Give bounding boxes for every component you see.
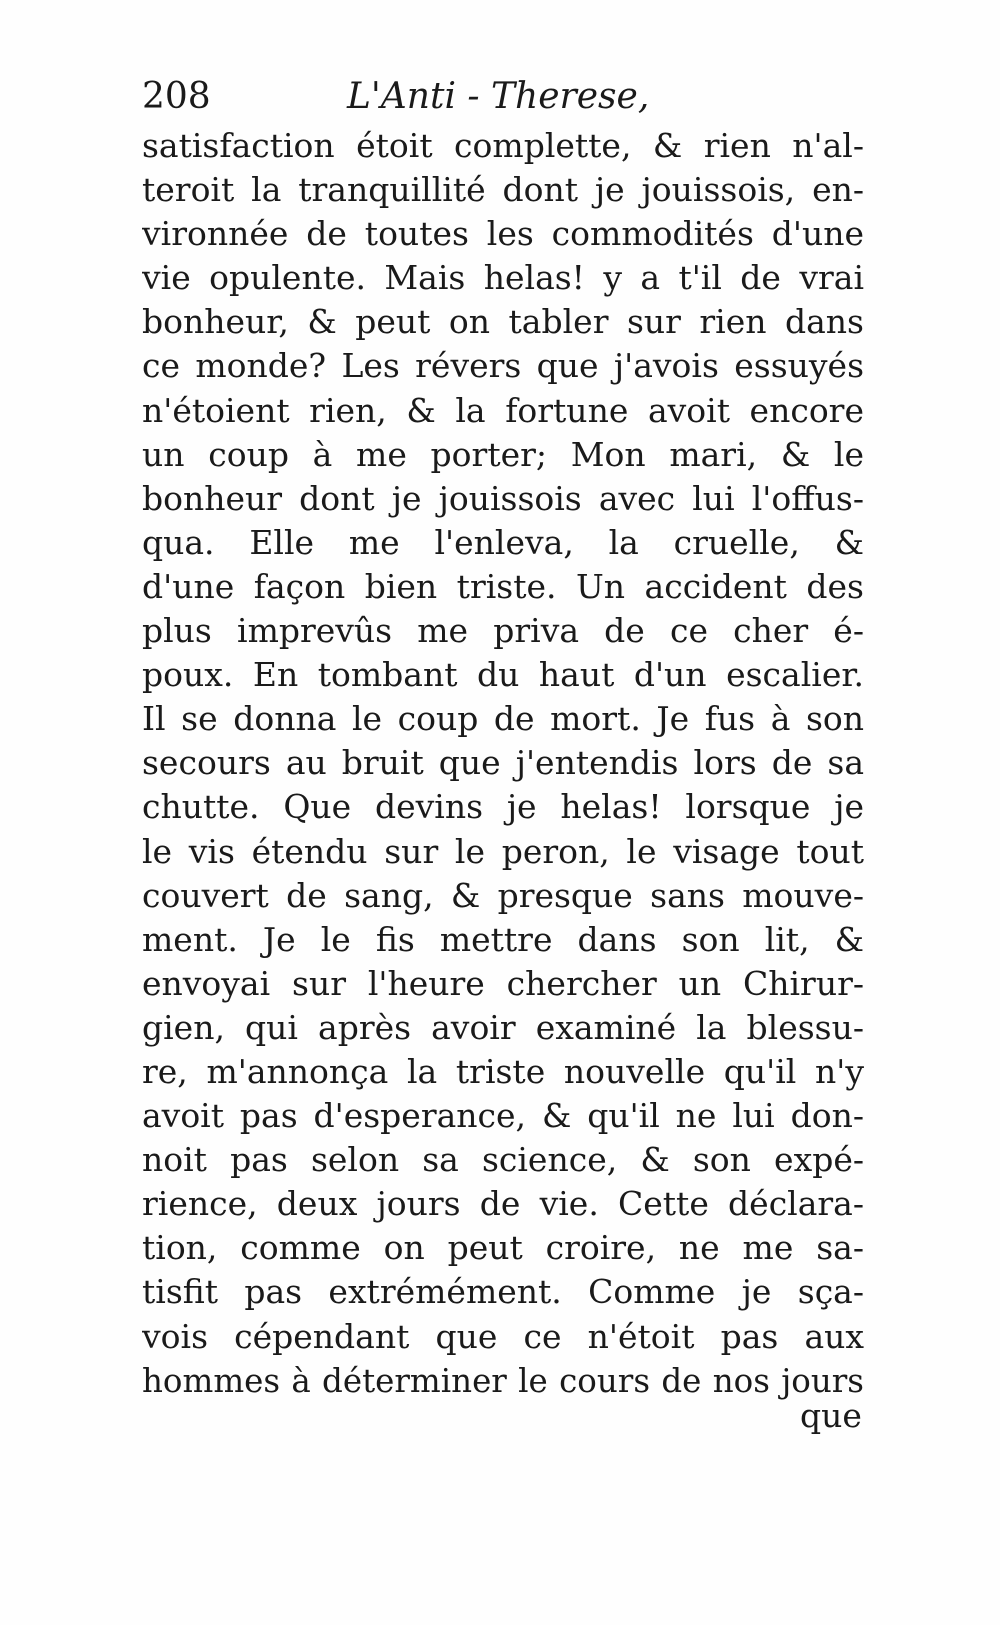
text-line: Il se donna le coup de mort. Je fus à son [142, 699, 864, 739]
text-line: re, m'annonça la triste nouvelle qu'il n'y [142, 1051, 864, 1091]
text-line: bonheur dont je jouissois avec lui l'offus- [142, 478, 864, 518]
text-line: noit pas selon sa science, & son expé- [142, 1140, 864, 1180]
text-line: teroit la tranquillité dont je jouissois, en- [142, 170, 864, 210]
text-line: vironnée de toutes les commodités d'une [142, 214, 864, 254]
text-line: couvert de sang, & presque sans mouve- [142, 875, 864, 915]
text-line: plus imprevûs me priva de ce cher é- [142, 611, 864, 651]
text-line: satisfaction étoit complette, & rien n'al- [142, 126, 864, 165]
running-title: L'Anti - Therese, [347, 76, 650, 117]
text-line: d'une façon bien triste. Un accident des [142, 566, 864, 606]
page-number: 208 [142, 76, 211, 117]
text-line: tisfit pas extrémément. Comme je sça- [142, 1272, 864, 1312]
text-line: envoyai sur l'heure chercher un Chirur- [142, 963, 864, 1003]
page-header [142, 76, 862, 126]
text-line: chutte. Que devins je helas! lorsque je [142, 787, 864, 827]
text-line: bonheur, & peut on tabler sur rien dans [142, 302, 864, 342]
text-line: secours au bruit que j'entendis lors de sa [142, 743, 864, 783]
text-line: n'étoient rien, & la fortune avoit encore [142, 390, 864, 430]
text-line: un coup à me porter; Mon mari, & le [142, 434, 864, 474]
text-line: vois cépendant que ce n'étoit pas aux [142, 1316, 864, 1356]
text-line: avoit pas d'esperance, & qu'il ne lui don- [142, 1096, 864, 1136]
text-line: hommes à déterminer le cours de nos jours [142, 1361, 864, 1400]
text-line: poux. En tombant du haut d'un escalier. [142, 655, 864, 695]
body-text [142, 124, 864, 1403]
text-line: le vis étendu sur le peron, le visage tout [142, 831, 864, 871]
catchword: que [800, 1396, 862, 1435]
text-line: rience, deux jours de vie. Cette déclara- [142, 1184, 864, 1224]
text-line: ment. Je le fis mettre dans son lit, & [142, 919, 864, 959]
text-line: qua. Elle me l'enleva, la cruelle, & [142, 522, 864, 562]
text-line: vie opulente. Mais helas! y a t'il de vrai [142, 258, 864, 298]
text-line: gien, qui après avoir examiné la blessu- [142, 1007, 864, 1047]
text-line: ce monde? Les révers que j'avois essuyés [142, 346, 864, 386]
text-line: tion, comme on peut croire, ne me sa- [142, 1228, 864, 1268]
